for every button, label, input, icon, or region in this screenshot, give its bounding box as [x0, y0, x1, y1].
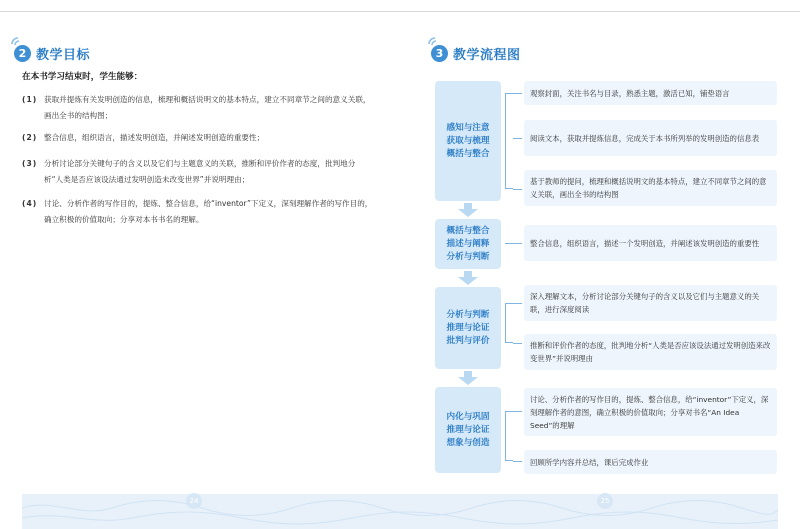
flow-step-text: 基于教师的提问，梳理和概括说明文的基本特点，建立不同章节之间的意义关联，画出全书的结构图 — [530, 177, 767, 199]
flow-connector — [513, 138, 522, 139]
top-rule — [0, 11, 800, 12]
flow-stage-label: 概括与整合 描述与阐释 分析与判断 — [446, 225, 490, 262]
objective-text: 讨论、分析作者的写作目的，提炼、整合信息，给“inventor”下定义，深刻理解作者的写作目的，确立积极的价值取向；分享对本书书名的理解。 — [44, 199, 373, 224]
flow-step-box — [524, 334, 777, 370]
objective-item — [22, 130, 374, 146]
flow-connector — [513, 343, 522, 344]
flow-step-box — [524, 285, 777, 321]
section-title: 教学目标 — [36, 48, 91, 63]
flow-stage-box — [435, 81, 501, 201]
objectives-intro: 在本书学习结束时，学生能够： — [22, 72, 143, 82]
page-number: 25 — [597, 493, 613, 509]
objective-number: (1) — [22, 95, 38, 104]
flow-connector — [513, 93, 522, 94]
flow-stage-box — [435, 387, 501, 473]
flow-stage-label: 分析与判断 推理与论证 批判与评价 — [446, 309, 490, 346]
objective-text: 分析讨论部分关键句子的含义以及它们与主题意义的关联，推断和评价作者的态度，批判地分析“人类是否应该设法通过发明创造未改变世界”并说明理由； — [44, 159, 356, 184]
footer-pattern — [22, 494, 778, 529]
signal-arc-icon — [427, 36, 441, 50]
flow-step-text: 推断和评价作者的态度，批判地分析“人类是否应该设法通过发明创造来改变世界”并说明理由 — [530, 341, 771, 363]
flow-step-box — [524, 170, 777, 206]
flow-bracket — [505, 93, 513, 189]
flow-step-box — [524, 225, 777, 261]
flow-bracket — [505, 303, 513, 343]
flow-step-text: 回顾所学内容并总结，课后完成作业 — [530, 457, 649, 467]
flow-stage-box — [435, 287, 501, 369]
objective-item — [22, 92, 374, 124]
flow-step-box — [524, 120, 777, 156]
objective-item — [22, 156, 374, 188]
section-title: 教学流程图 — [453, 48, 521, 63]
page-number: 24 — [186, 493, 202, 509]
flow-connector — [513, 461, 522, 462]
signal-arc-icon — [10, 36, 24, 50]
flow-stage-label: 感知与注意 获取与梳理 概括与整合 — [446, 122, 490, 159]
objective-text: 获取并提炼有关发明创造的信息，梳理和概括说明文的基本特点，建立不同章节之间的意义关联，画出全书的结构图； — [44, 95, 371, 120]
flow-connector — [513, 189, 522, 190]
flow-step-text: 讨论、分析作者的写作目的，提炼、整合信息，给“inventor”下定义，深刻理解作者的意图，确立积极的价值取向；分享对书名“An Idea Seed”的理解 — [530, 394, 769, 430]
flow-stage-label: 内化与巩固 推理与论证 想象与创造 — [446, 411, 490, 448]
section-heading-flowchart — [431, 44, 521, 63]
flow-step-box — [524, 450, 777, 474]
flow-step-box — [524, 81, 777, 105]
flow-bracket — [505, 411, 513, 461]
down-arrow-icon — [458, 271, 478, 285]
objective-text: 整合信息，组织语言，描述发明创造，并阐述发明创造的重要性； — [44, 133, 265, 142]
objective-number: (4) — [22, 199, 38, 208]
flow-connector — [513, 411, 522, 412]
flow-step-box — [524, 388, 777, 436]
down-arrow-icon — [458, 371, 478, 385]
flow-connector — [513, 303, 522, 304]
flow-step-text: 阅读文本，获取并提炼信息，完成关于本书所列举的发明创造的信息表 — [530, 133, 760, 143]
objective-number: (2) — [22, 133, 38, 142]
footer-band — [22, 494, 778, 529]
down-arrow-icon — [458, 203, 478, 217]
flow-connector — [505, 243, 522, 244]
objective-number: (3) — [22, 159, 38, 168]
section-heading-objectives — [14, 44, 90, 63]
section-number-badge: 2 — [14, 45, 31, 62]
flow-step-text: 观察封面，关注书名与目录，熟悉主题，激活已知，铺垫语言 — [530, 88, 730, 98]
flow-step-text: 整合信息，组织语言，描述一个发明创造，并阐述该发明创造的重要性 — [530, 238, 760, 248]
flow-stage-box — [435, 219, 501, 269]
flow-step-text: 深入理解文本，分析讨论部分关键句子的含义以及它们与主题意义的关联，进行深度阅读 — [530, 292, 760, 314]
section-number-badge: 3 — [431, 45, 448, 62]
objective-item — [22, 196, 374, 228]
